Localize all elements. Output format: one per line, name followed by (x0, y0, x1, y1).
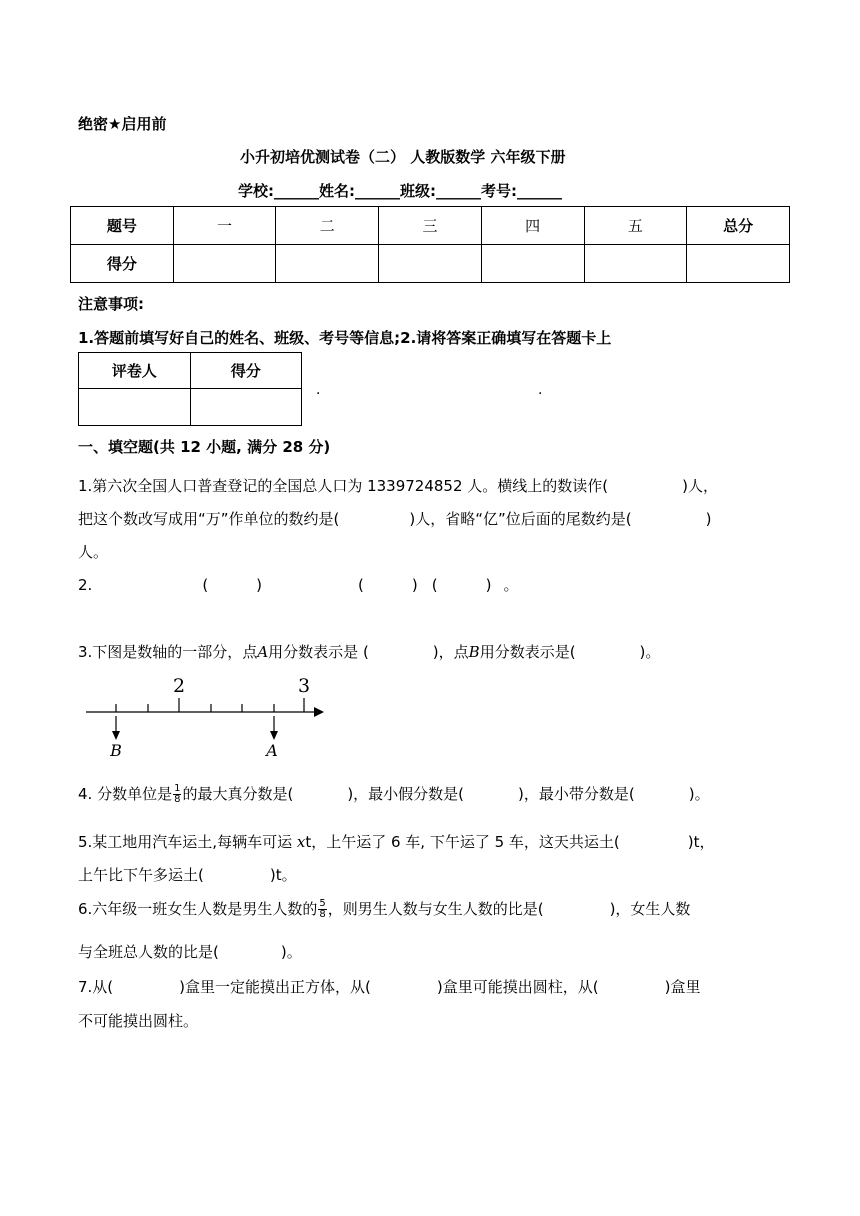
page-title: 小升初培优测试卷（二） 人教版数学 六年级下册 (240, 148, 566, 166)
arrow-down-icon (270, 731, 278, 740)
student-info-line: 学校:______姓名:______班级:______考号:______ (238, 182, 562, 200)
notes-heading: 注意事项: (78, 295, 144, 313)
score-table-header-cell: 一 (173, 207, 276, 245)
secret-label: 绝密★启用前 (78, 115, 167, 133)
q6-text: 6.六年级一班女生人数是男生人数的 (78, 900, 318, 918)
fraction-denominator: 8 (174, 794, 181, 805)
q5-text: )t。 (269, 866, 297, 884)
score-table-row-label: 得分 (71, 245, 174, 283)
question-6-line-1 (78, 898, 690, 920)
question-1-line-2 (78, 508, 712, 529)
section-title: 一、填空题(共 12 小题, 满分 28 分) (78, 438, 331, 456)
score-table-header-cell: 五 (584, 207, 687, 245)
point-a-label: A (266, 741, 278, 760)
score-cell (584, 245, 687, 283)
q2-paren: ( (202, 576, 209, 594)
dot-mark: . (316, 382, 321, 398)
q1-text: ) (705, 510, 712, 528)
score-table-header-cell: 四 (481, 207, 584, 245)
q3-point-a: A (257, 643, 269, 661)
q2-paren: 。 (503, 576, 519, 594)
q4-text: )，最小假分数是( (347, 785, 465, 803)
question-5-line-2 (78, 864, 297, 885)
score-table (70, 206, 790, 283)
q5-text: )t， (687, 833, 715, 851)
q1-text: 1.第六次全国人口普查登记的全国总人口为 1339724852 人。横线上的数读作( (78, 477, 609, 495)
q1-text: 把这个数改写成用“万”作单位的数约是( (78, 510, 340, 528)
fraction (318, 899, 326, 920)
question-1-line-1 (78, 475, 718, 496)
q3-text: 3.下图是数轴的一部分，点 (78, 643, 258, 661)
score-cell (379, 245, 482, 283)
q7-text: )盒里一定能摸出正方体，从( (179, 978, 371, 996)
grader-cell (190, 389, 302, 426)
label-2: 2 (172, 675, 186, 697)
q2-paren: ) (256, 576, 263, 594)
score-cell (276, 245, 379, 283)
label-3: 3 (297, 675, 311, 697)
q3-text: )，点 (432, 643, 469, 661)
axis-arrow-icon (314, 707, 324, 717)
q6-text: )。 (280, 943, 302, 961)
q5-text: 上午比下午多运土( (78, 866, 204, 884)
question-4 (78, 783, 710, 805)
fraction-numerator: 1 (174, 783, 181, 794)
grader-cell (79, 389, 191, 426)
score-cell (481, 245, 584, 283)
grader-header-cell: 得分 (190, 353, 302, 389)
notes-text: 1.答题前填写好自己的姓名、班级、考号等信息;2.请将答案正确填写在答题卡上 (78, 329, 612, 347)
q3-text: 用分数表示是( (479, 643, 576, 661)
q2-paren: ) (411, 576, 418, 594)
score-cell (687, 245, 790, 283)
q2-paren: ) (485, 576, 492, 594)
fraction-denominator: 8 (319, 909, 326, 920)
grader-table (78, 352, 302, 426)
q4-text: )。 (688, 785, 710, 803)
q5-text: 5.某工地用汽车运土,每辆车可运 (78, 833, 293, 851)
question-1-line-3: 人。 (78, 543, 109, 561)
fraction-numerator: 5 (319, 898, 326, 909)
question-7-line-1 (78, 976, 700, 997)
q7-text: )盒里 (664, 978, 701, 996)
q3-text: )。 (639, 643, 661, 661)
question-3 (78, 641, 660, 662)
q4-text: 的最大真分数是( (182, 785, 294, 803)
q4-text: )，最小带分数是( (518, 785, 635, 803)
q2-paren: ( (431, 576, 438, 594)
q7-text: 7.从( (78, 978, 114, 996)
fraction (173, 784, 181, 805)
score-table-header-cell: 三 (379, 207, 482, 245)
score-table-header-cell: 题号 (71, 207, 174, 245)
q3-text: 用分数表示是 ( (268, 643, 369, 661)
q1-text: )人，省略“亿”位后面的尾数约是( (409, 510, 632, 528)
point-b-label: B (110, 741, 122, 760)
number-line-figure (78, 670, 338, 765)
score-table-header-cell: 总分 (687, 207, 790, 245)
q1-text: )人， (682, 477, 718, 495)
question-7-line-2: 不可能摸出圆柱。 (78, 1012, 199, 1030)
q6-text: )，女生人数 (609, 900, 691, 918)
q7-text: )盒里可能摸出圆柱，从( (436, 978, 599, 996)
dot-mark: . (538, 382, 543, 398)
score-cell (173, 245, 276, 283)
question-6-line-2 (78, 941, 302, 962)
q4-text: 4. 分数单位是 (78, 785, 173, 803)
question-5-line-1 (78, 831, 715, 852)
q2-number: 2. (78, 576, 93, 594)
question-2 (78, 574, 518, 595)
q5-variable: x (296, 833, 306, 851)
q2-paren: ( (358, 576, 364, 594)
q5-text: t，上午运了 6 车, 下午运了 5 车，这天共运土( (305, 833, 620, 851)
q3-point-b: B (468, 643, 480, 661)
grader-header-cell: 评卷人 (79, 353, 191, 389)
q6-text: 与全班总人数的比是( (78, 943, 219, 961)
score-table-header-cell: 二 (276, 207, 379, 245)
q6-text: ，则男生人数与女生人数的比是( (327, 900, 544, 918)
arrow-down-icon (112, 731, 120, 740)
